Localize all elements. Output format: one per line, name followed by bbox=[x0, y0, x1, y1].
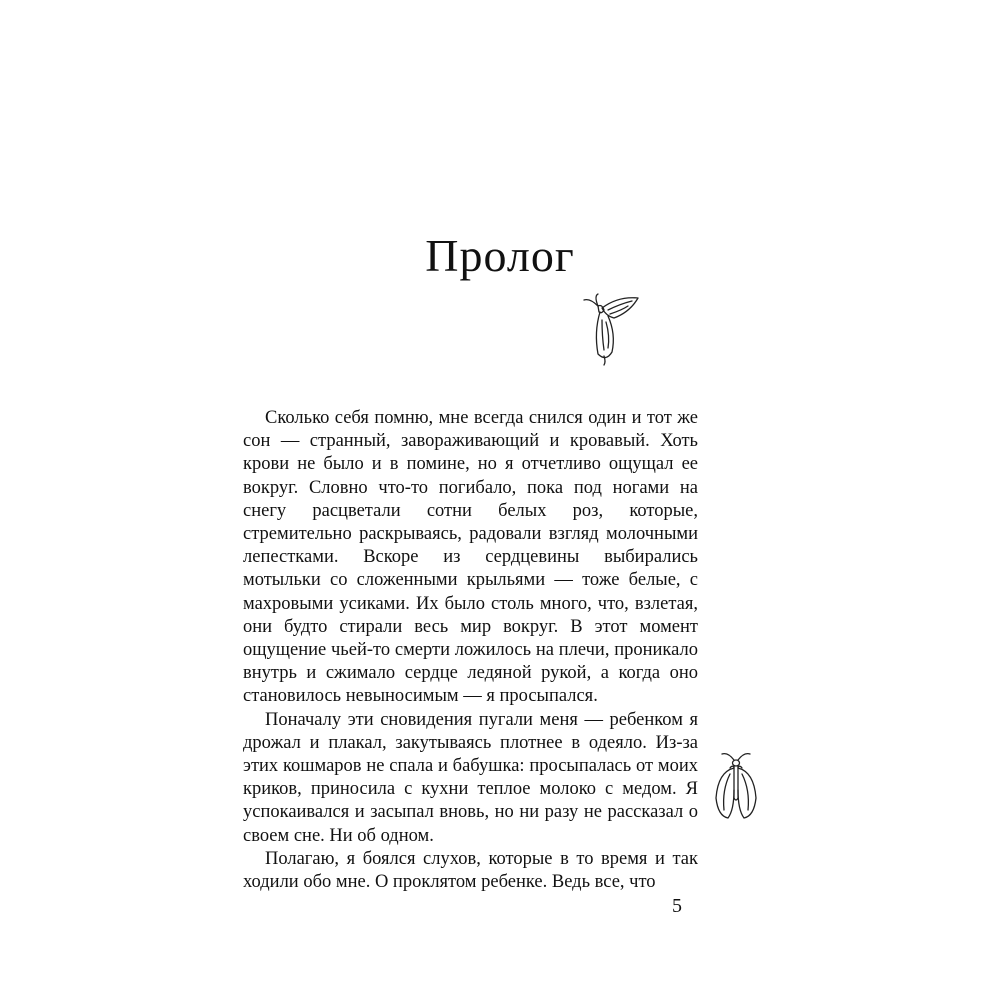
moth-icon bbox=[712, 750, 760, 822]
page-number: 5 bbox=[672, 895, 682, 917]
moth-icon bbox=[578, 292, 640, 366]
body-text bbox=[243, 407, 698, 894]
paragraph: Сколько себя помню, мне всегда снился один и тот же сон — странный, завораживающий и кровавый. Хоть крови не было и в помине, но я отчетливо ощущал ее вокруг. Словно что-то погибало, пока под ногами на снегу расцветали сотни белых роз, которые, стремительно раскрываясь, радовали взгляд молочными лепестками. Вскоре из сердцевины выбирались мотыльки со сложенными крыльями — тоже белые, с махровыми усиками. Их было столь много, что, взлетая, они будто стирали весь мир вокруг. В этот момент ощущение чьей-то смерти ложилось на плечи, проникало внутрь и сжимало сердце ледяной рукой, а когда оно становилось невыносимым — я просыпался. bbox=[243, 408, 698, 707]
paragraph: Поначалу эти сновидения пугали меня — ребенком я дрожал и плакал, закутываясь плотнее в одеяло. Из-за этих кошмаров не спала и бабушка: просыпалась от моих криков, приносила с кухни теплое молоко с медом. Я успокаивался и засыпал вновь, но ни разу не рассказал о своем сне. Ни об одном. bbox=[243, 709, 698, 846]
chapter-title: Пролог bbox=[425, 230, 575, 281]
paragraph: Полагаю, я боялся слухов, которые в то время и так ходили обо мне. О проклятом ребенке. Ведь все, что bbox=[243, 848, 698, 893]
